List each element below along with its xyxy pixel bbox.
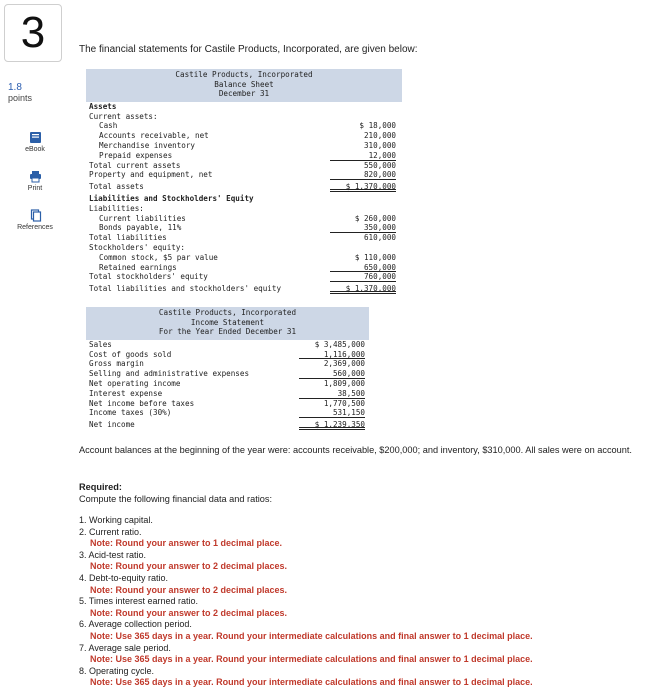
current-assets-label: Current assets: (89, 111, 158, 121)
statement-title: Balance Sheet (214, 79, 274, 89)
company-name: Castile Products, Incorporated (175, 70, 313, 79)
total-liabilities-row: Total liabilities 610,000 (89, 233, 396, 243)
net-operating-income-row: Net operating income 1,809,000 (89, 378, 365, 388)
income-statement-header (86, 307, 369, 340)
requirement-note: Note: Round your answer to 2 decimal places. (90, 561, 288, 572)
prepaid-row: Prepaid expenses 12,000 (99, 150, 396, 160)
ar-row: Accounts receivable, net 210,000 (99, 131, 396, 141)
is-statement-title: Income Statement (190, 317, 265, 327)
income-before-taxes-row: Net income before taxes 1,770,500 (89, 398, 365, 408)
requirement-note: Note: Use 365 days in a year. Round your intermediate calculations and final answer to 1 decimal place. (90, 654, 533, 665)
references-button[interactable] (0, 209, 70, 231)
net-income-row: Net income $ 1,239,350 (89, 420, 365, 430)
balance-sheet-header (86, 69, 402, 102)
references-label: References (17, 224, 53, 231)
sales-row: Sales $ 3,485,000 (89, 339, 365, 349)
requirement-item: 5. Times interest earned ratio. (79, 596, 199, 607)
retained-earnings-row: Retained earnings 650,000 (99, 262, 396, 272)
income-taxes-row: Income taxes (30%) 531,150 (89, 408, 365, 418)
required-heading: Required: (79, 482, 122, 492)
bonds-row: Bonds payable, 11% 350,000 (99, 223, 396, 233)
print-label: Print (27, 185, 43, 192)
question-number: 3 (4, 4, 62, 62)
common-stock-row: Common stock, $5 par value $ 110,000 (99, 252, 396, 262)
requirement-item: 4. Debt-to-equity ratio. (79, 572, 169, 583)
required-instruction: Compute the following financial data and ratios: (79, 494, 273, 504)
requirement-note: Note: Use 365 days in a year. Round your intermediate calculations and final answer to 1 decimal place. (90, 630, 533, 641)
cogs-row: Cost of goods sold 1,116,000 (89, 349, 365, 359)
assets-heading: Assets (89, 101, 117, 111)
sga-row: Selling and administrative expenses 560,000 (89, 369, 365, 379)
requirement-item: 2. Current ratio. (79, 526, 142, 537)
intro-text: The financial statements for Castile Products, Incorporated, are given below: (79, 44, 418, 55)
points-value: 1.8 (8, 82, 22, 93)
requirement-note: Note: Round your answer to 2 decimal places. (90, 607, 288, 618)
printer-icon (29, 170, 42, 183)
total-liabilities-equity-row: Total liabilities and stockholders' equity $ 1,370,000 (89, 284, 396, 294)
equity-label: Stockholders' equity: (89, 242, 186, 252)
liabilities-equity-heading: Liabilities and Stockholders' Equity (89, 193, 254, 203)
requirement-item: 6. Average collection period. (79, 619, 192, 630)
requirement-note: Note: Use 365 days in a year. Round your intermediate calculations and final answer to 1 decimal place. (90, 677, 533, 688)
total-current-assets-row: Total current assets 550,000 (89, 160, 396, 170)
print-button[interactable] (0, 170, 70, 192)
statement-date: December 31 (218, 89, 270, 99)
requirement-note: Note: Round your answer to 2 decimal places. (90, 584, 288, 595)
requirement-item: 7. Average sale period. (79, 642, 171, 653)
income-statement (86, 307, 369, 430)
is-company-name: Castile Products, Incorporated (158, 308, 297, 317)
gross-margin-row: Gross margin 2,369,000 (89, 359, 365, 369)
points-label: points (8, 93, 33, 103)
required-section (79, 481, 659, 505)
ebook-label: eBook (25, 146, 45, 153)
liabilities-label: Liabilities: (89, 203, 144, 213)
current-liabilities-row: Current liabilities $ 260,000 (99, 213, 396, 223)
requirements-list (79, 515, 533, 689)
interest-expense-row: Interest expense 38,500 (89, 388, 365, 398)
ppe-row: Property and equipment, net 820,000 (89, 170, 396, 180)
points-indicator (8, 82, 32, 104)
account-balances-note: Account balances at the beginning of the year were: accounts receivable, $200,000; and inventory, $310,000. All sales were on account. (79, 445, 632, 455)
requirement-item: 1. Working capital. (79, 515, 153, 525)
inventory-row: Merchandise inventory 310,000 (99, 140, 396, 150)
balance-sheet (86, 69, 402, 294)
requirement-note: Note: Round your answer to 1 decimal place. (90, 538, 283, 549)
total-equity-row: Total stockholders' equity 760,000 (89, 272, 396, 282)
book-icon (29, 131, 42, 144)
requirement-item: 3. Acid-test ratio. (79, 549, 147, 560)
is-statement-period: For the Year Ended December 31 (158, 327, 297, 337)
ebook-button[interactable] (0, 131, 70, 153)
cash-row: Cash $ 18,000 (99, 121, 396, 131)
requirement-item: 8. Operating cycle. (79, 665, 155, 676)
total-assets-row: Total assets $ 1,370,000 (89, 182, 396, 192)
references-icon (29, 209, 42, 222)
